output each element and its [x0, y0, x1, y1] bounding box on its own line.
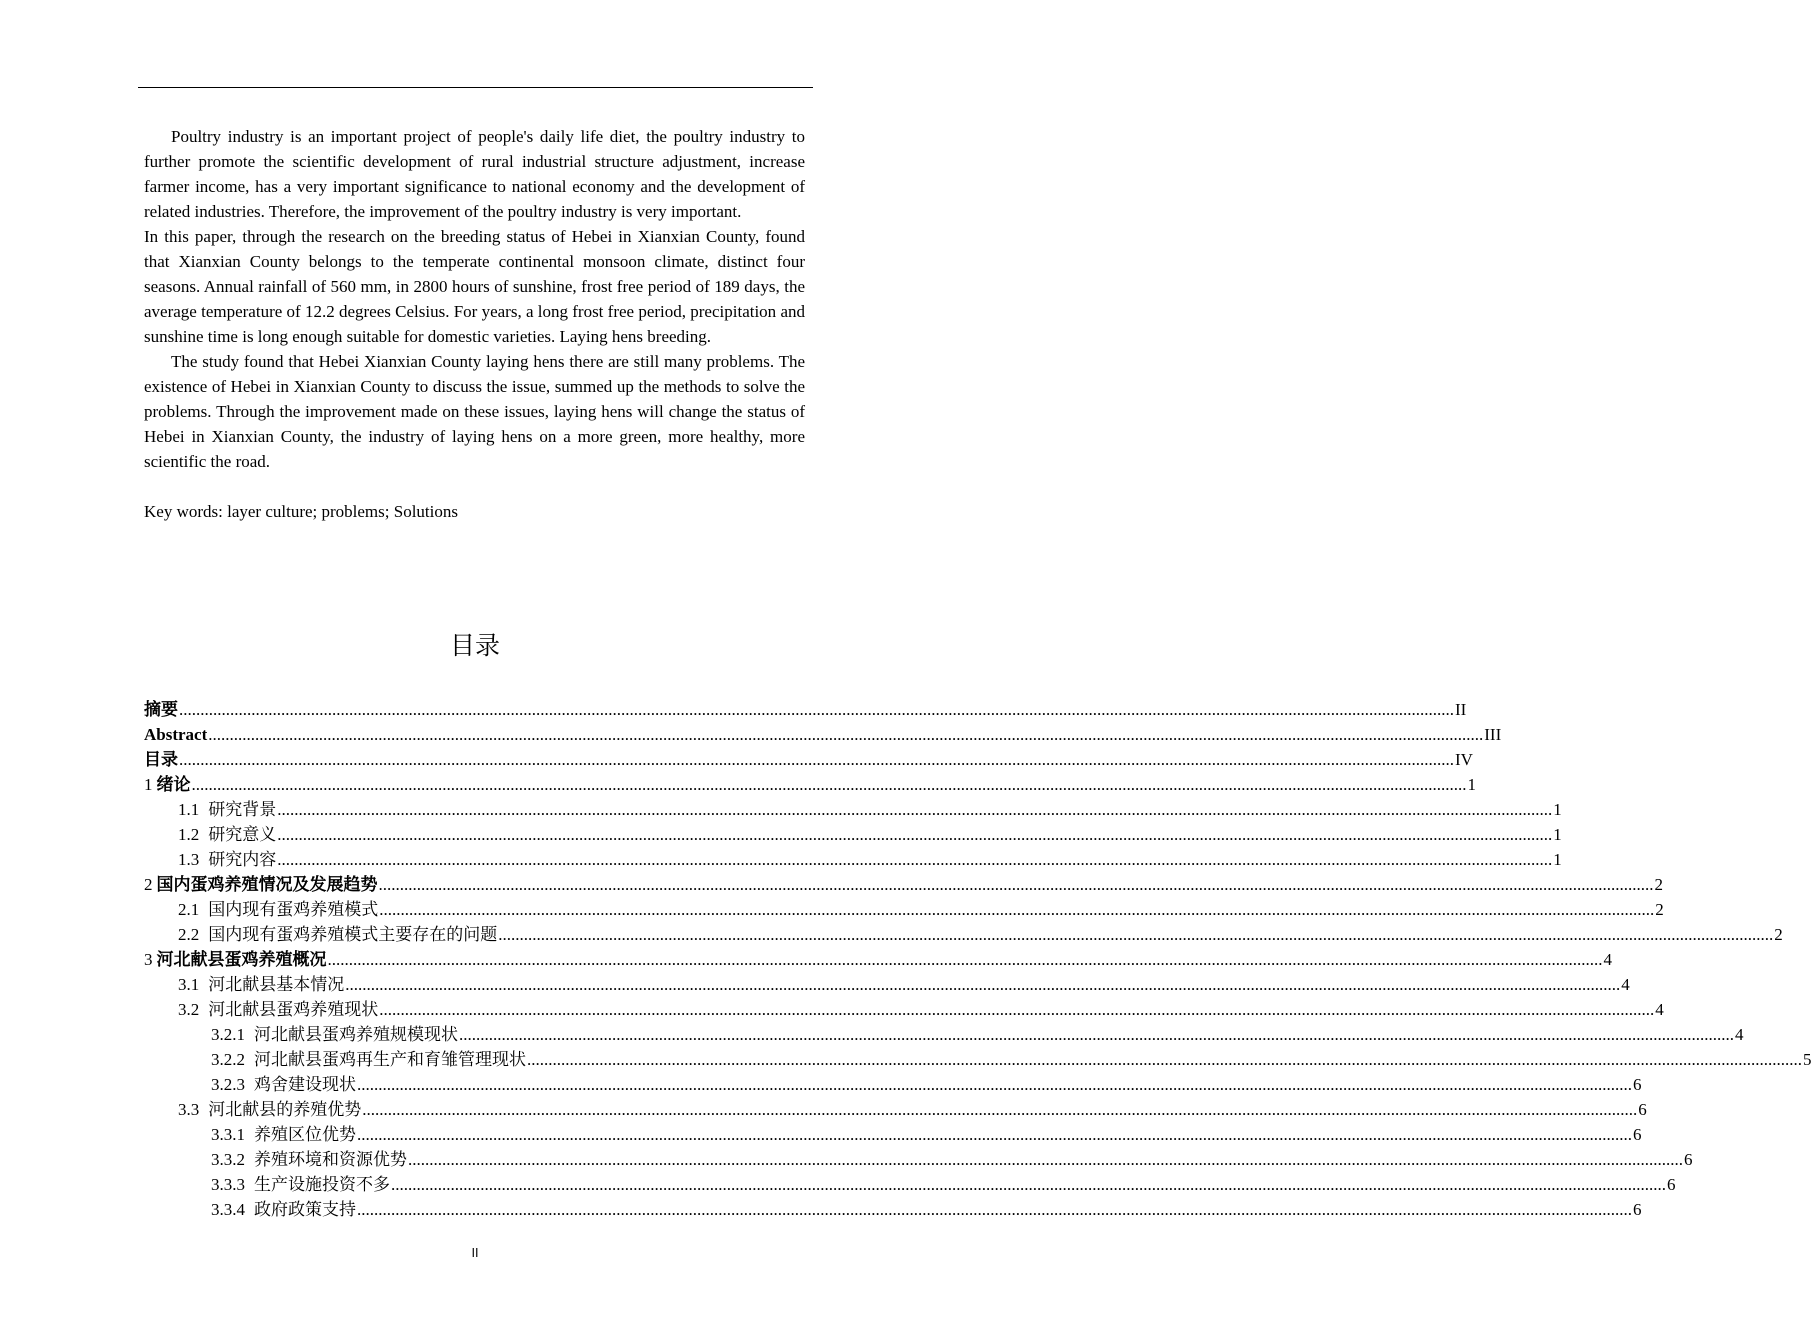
toc-entry-number: 3.3.4 — [211, 1200, 245, 1219]
toc-entry-page: 6 — [1633, 1075, 1642, 1094]
toc-dot-leader: ............................................................................................................................................................................................................................................................................................................ — [362, 1100, 1638, 1119]
toc-dot-leader: ............................................................................................................................................................................................................................................................................................................ — [277, 850, 1553, 869]
abstract-paragraph-3: The study found that Hebei Xianxian County laying hens there are still many problems. The existence of Hebei in Xianxian County to discuss the issue, summed up the methods to solve the problems. Through the improvement made on these issues, laying hens will change the status of Hebei in Xianxian County, the industry of laying hens on a more green, more healthy, more scientific the road. — [144, 352, 805, 471]
toc-entry[interactable] — [144, 897, 1664, 922]
toc-entry[interactable] — [144, 697, 1467, 722]
toc-entry-page: 6 — [1684, 1150, 1693, 1169]
toc-entry-number: 3.2 — [178, 1000, 200, 1019]
toc-title: 目录 — [449, 631, 500, 660]
toc-dot-leader: ............................................................................................................................................................................................................................................................................................................ — [345, 975, 1621, 994]
paragraph-spacer — [144, 474, 805, 499]
toc-entry[interactable] — [144, 947, 1612, 972]
toc-dot-leader: ............................................................................................................................................................................................................................................................................................................ — [179, 700, 1454, 719]
toc-entry-number: 1 — [144, 775, 153, 794]
toc-entry-page: 4 — [1655, 1000, 1664, 1019]
toc-entry-number: 3.3.3 — [211, 1175, 245, 1194]
header-rule — [138, 87, 813, 88]
toc-entry-number: 3.3.2 — [211, 1150, 245, 1169]
toc-entry-page: 4 — [1603, 950, 1612, 969]
toc-entry[interactable] — [144, 1122, 1642, 1147]
toc-entry[interactable] — [144, 997, 1664, 1022]
toc-entry-text: 绪论 — [156, 775, 191, 794]
toc-entry[interactable] — [144, 847, 1562, 872]
toc-entry[interactable] — [144, 1147, 1693, 1172]
toc-entry-number: 3.2.1 — [211, 1025, 245, 1044]
toc-entry[interactable] — [144, 1047, 1812, 1072]
toc-entry-text: 国内蛋鸡养殖情况及发展趋势 — [156, 875, 378, 894]
toc-dot-leader: ............................................................................................................................................................................................................................................................................................................ — [277, 825, 1553, 844]
toc-entry-text: 研究意义 — [208, 825, 277, 844]
toc-entry-text: 养殖环境和资源优势 — [254, 1150, 407, 1169]
toc-entry-text: 摘要 — [144, 700, 178, 719]
toc-entry-page: III — [1484, 725, 1502, 744]
toc-entry-page: 2 — [1654, 875, 1663, 894]
toc-entry-number: 3.2.2 — [211, 1050, 245, 1069]
toc-dot-leader: ............................................................................................................................................................................................................................................................................................................ — [179, 750, 1454, 769]
toc-dot-leader: ............................................................................................................................................................................................................................................................................................................ — [527, 1050, 1802, 1069]
toc-entry[interactable] — [144, 772, 1476, 797]
toc-entry-number: 3 — [144, 950, 153, 969]
toc-entry-page: 2 — [1655, 900, 1664, 919]
toc-dot-leader: ............................................................................................................................................................................................................................................................................................................ — [191, 775, 1467, 794]
toc-entry-text: 河北献县蛋鸡养殖现状 — [208, 1000, 379, 1019]
toc-entry-number: 1.1 — [178, 800, 200, 819]
toc-entry-page: 6 — [1667, 1175, 1676, 1194]
abstract-paragraph-1: Poultry industry is an important project of people's daily life diet, the poultry industry to further promote the scientific development of rural industrial structure adjustment, increase farmer income, has a very important significance to national economy and the development of related industries. Therefore, the improvement of the poultry industry is very important. — [144, 127, 805, 221]
toc-entry-page: 4 — [1735, 1025, 1744, 1044]
toc-dot-leader: ............................................................................................................................................................................................................................................................................................................ — [357, 1200, 1632, 1219]
abstract-paragraph-2: In this paper, through the research on the breeding status of Hebei in Xianxian County, found that Xianxian County belongs to the temperate continental monsoon climate, distinct four seasons. Annual rainfall of 560 mm, in 2800 hours of sunshine, frost free period of 189 days, the average temperature of 12.2 degrees Celsius. For years, a long frost free period, precipitation and sunshine time is long enough suitable for domestic varieties. Laying hens breeding. — [144, 227, 805, 346]
toc-entry-page: 6 — [1633, 1125, 1642, 1144]
toc-entry-text: 国内现有蛋鸡养殖模式 — [208, 900, 379, 919]
toc-entry[interactable] — [144, 972, 1630, 997]
toc-entry-page: 5 — [1803, 1050, 1812, 1069]
toc-dot-leader: ............................................................................................................................................................................................................................................................................................................ — [408, 1150, 1683, 1169]
keywords: Key words: layer culture; problems; Solutions — [144, 502, 458, 521]
toc-dot-leader: ............................................................................................................................................................................................................................................................................................................ — [378, 875, 1654, 894]
toc-entry[interactable] — [144, 922, 1783, 947]
toc-entry[interactable] — [144, 1197, 1642, 1222]
toc-entry-number: 3.3.1 — [211, 1125, 245, 1144]
toc-entry-text: 河北献县蛋鸡再生产和育雏管理现状 — [254, 1050, 526, 1069]
toc-entry-text: 生产设施投资不多 — [254, 1175, 390, 1194]
toc-entry-page: 6 — [1633, 1200, 1642, 1219]
toc-dot-leader: ............................................................................................................................................................................................................................................................................................................ — [379, 900, 1655, 919]
toc-entry-page: 1 — [1467, 775, 1476, 794]
toc-entry-page: 2 — [1774, 925, 1783, 944]
toc-entry-number: 3.3 — [178, 1100, 200, 1119]
toc-entry-page: IV — [1455, 750, 1473, 769]
toc-entry-number: 3.1 — [178, 975, 200, 994]
toc-entry-text: 研究内容 — [208, 850, 277, 869]
toc-entry[interactable] — [144, 1097, 1647, 1122]
toc-entry-text: 研究背景 — [208, 800, 277, 819]
toc-dot-leader: ............................................................................................................................................................................................................................................................................................................ — [208, 725, 1484, 744]
toc-entry-number: 2.2 — [178, 925, 200, 944]
toc-entry-text: 鸡舍建设现状 — [254, 1075, 356, 1094]
toc-entry-page: 4 — [1621, 975, 1630, 994]
toc-entry[interactable] — [144, 797, 1562, 822]
toc-entry-page: II — [1455, 700, 1467, 719]
toc-entry-text: Abstract — [144, 725, 208, 744]
toc-dot-leader: ............................................................................................................................................................................................................................................................................................................ — [498, 925, 1774, 944]
page-number: II — [471, 1246, 479, 1260]
toc-entry[interactable] — [144, 1072, 1642, 1097]
toc-entry[interactable] — [144, 872, 1663, 897]
toc-entry-number: 1.2 — [178, 825, 200, 844]
table-of-contents — [144, 697, 1812, 1222]
toc-dot-leader: ............................................................................................................................................................................................................................................................................................................ — [277, 800, 1553, 819]
abstract-section — [144, 124, 805, 524]
toc-entry-page: 6 — [1638, 1100, 1647, 1119]
toc-entry[interactable] — [144, 722, 1502, 747]
toc-entry-number: 1.3 — [178, 850, 200, 869]
toc-dot-leader: ............................................................................................................................................................................................................................................................................................................ — [357, 1125, 1632, 1144]
toc-entry[interactable] — [144, 1022, 1744, 1047]
toc-entry[interactable] — [144, 1172, 1676, 1197]
toc-entry-text: 政府政策支持 — [254, 1200, 356, 1219]
toc-entry-number: 2 — [144, 875, 153, 894]
toc-dot-leader: ............................................................................................................................................................................................................................................................................................................ — [459, 1025, 1734, 1044]
toc-entry[interactable] — [144, 747, 1473, 772]
toc-entry-number: 3.2.3 — [211, 1075, 245, 1094]
toc-entry-text: 河北献县的养殖优势 — [208, 1100, 362, 1119]
toc-dot-leader: ............................................................................................................................................................................................................................................................................................................ — [327, 950, 1603, 969]
toc-entry-page: 1 — [1553, 825, 1562, 844]
toc-dot-leader: ............................................................................................................................................................................................................................................................................................................ — [379, 1000, 1655, 1019]
toc-entry-page: 1 — [1553, 800, 1562, 819]
toc-entry-text: 河北献县蛋鸡养殖规模现状 — [254, 1025, 458, 1044]
toc-entry[interactable] — [144, 822, 1562, 847]
toc-entry-number: 2.1 — [178, 900, 200, 919]
toc-entry-text: 目录 — [144, 750, 178, 769]
toc-entry-page: 1 — [1553, 850, 1562, 869]
toc-entry-text: 养殖区位优势 — [254, 1125, 356, 1144]
toc-entry-text: 河北献县基本情况 — [208, 975, 345, 994]
toc-dot-leader: ............................................................................................................................................................................................................................................................................................................ — [391, 1175, 1666, 1194]
toc-entry-text: 河北献县蛋鸡养殖概况 — [156, 950, 327, 969]
toc-dot-leader: ............................................................................................................................................................................................................................................................................................................ — [357, 1075, 1632, 1094]
toc-entry-text: 国内现有蛋鸡养殖模式主要存在的问题 — [208, 925, 498, 944]
